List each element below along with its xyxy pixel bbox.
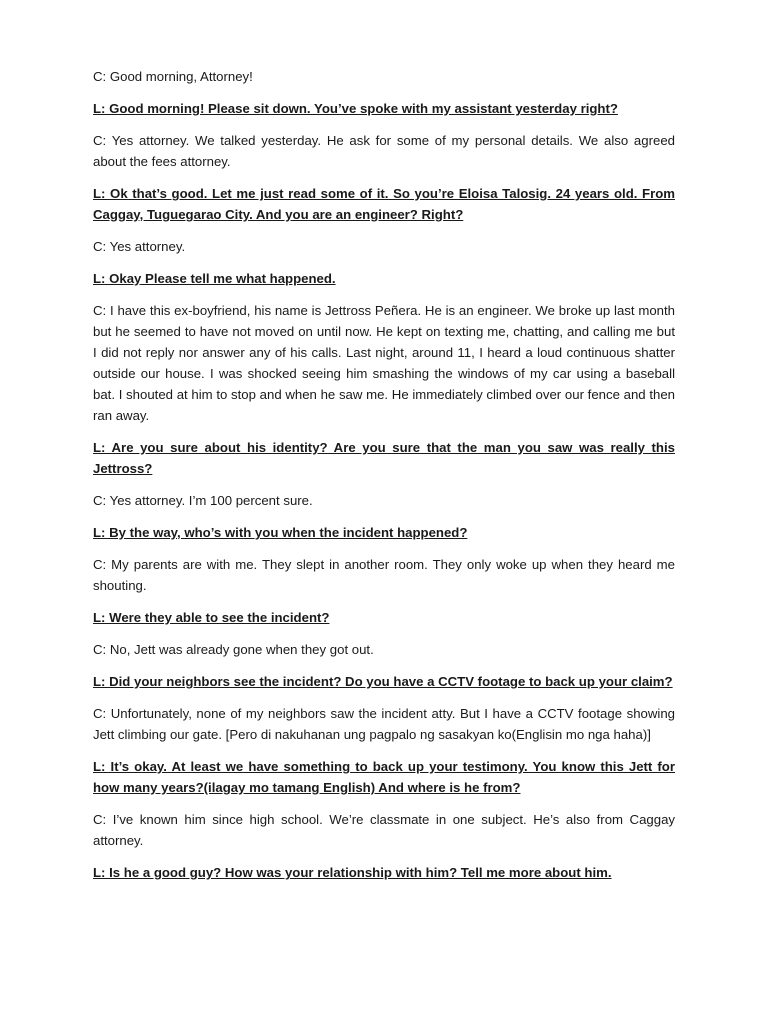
- lawyer-line: L: Were they able to see the incident?: [93, 610, 330, 625]
- client-line: C: No, Jett was already gone when they got out.: [93, 642, 374, 657]
- client-line: C: I have this ex-boyfriend, his name is Jettross Peñera. He is an engineer. We broke up last month but he seemed to have not moved on until now. He kept on texting me, chatting, and calling me but I did not reply nor answer any of his calls. Last night, around 11, I heard a loud continuous shatter outside our house. I was shocked seeing him smashing the windows of my car using a baseball bat. I shouted at him to stop and when he saw me. He immediately climbed over our fence and then ran away.: [93, 303, 675, 423]
- client-line: C: I’ve known him since high school. We’re classmate in one subject. He’s also from Caggay attorney.: [93, 812, 675, 848]
- lawyer-line: L: By the way, who’s with you when the incident happened?: [93, 525, 468, 540]
- client-line: C: Unfortunately, none of my neighbors saw the incident atty. But I have a CCTV footage showing Jett climbing our gate. [Pero di nakuhanan ung pagpalo ng sasakyan ko(Englisin mo nga haha)]: [93, 706, 675, 742]
- lawyer-line: L: Ok that’s good. Let me just read some of it. So you’re Eloisa Talosig. 24 years old. From Caggay, Tuguegarao City. And you are an engineer? Right?: [93, 186, 675, 222]
- client-line: C: Yes attorney.: [93, 239, 186, 254]
- lawyer-line: L: Did your neighbors see the incident? Do you have a CCTV footage to back up your claim?: [93, 674, 673, 689]
- lawyer-line: L: Okay Please tell me what happened.: [93, 271, 336, 286]
- lawyer-line: L: Is he a good guy? How was your relationship with him? Tell me more about him.: [93, 865, 612, 880]
- lawyer-line: L: Good morning! Please sit down. You’ve spoke with my assistant yesterday right?: [93, 101, 618, 116]
- client-line: C: Good morning, Attorney!: [93, 69, 253, 84]
- client-line: C: My parents are with me. They slept in another room. They only woke up when they heard me shouting.: [93, 557, 675, 593]
- client-line: C: Yes attorney. We talked yesterday. He ask for some of my personal details. We also agreed about the fees attorney.: [93, 133, 675, 169]
- lawyer-line: L: Are you sure about his identity? Are you sure that the man you saw was really this Jettross?: [93, 440, 675, 476]
- client-line: C: Yes attorney. I’m 100 percent sure.: [93, 493, 313, 508]
- document-page: [93, 66, 675, 894]
- lawyer-line: L: It’s okay. At least we have something to back up your testimony. You know this Jett for how many years?(ilagay mo tamang English) And where is he from?: [93, 759, 675, 795]
